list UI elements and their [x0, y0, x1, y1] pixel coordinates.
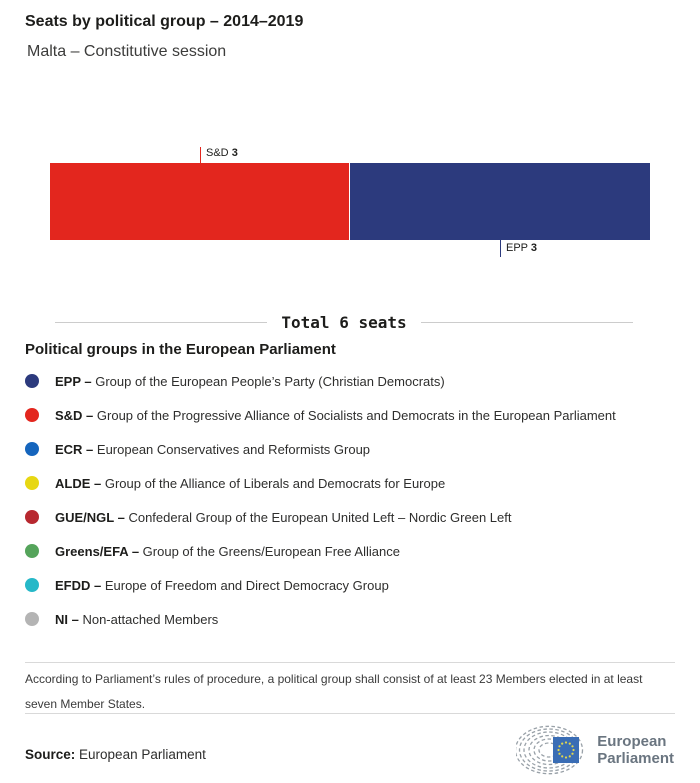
legend-item-efdd- [25, 568, 685, 602]
callout-epp [500, 240, 537, 257]
legend-dot [25, 544, 39, 558]
legend-dot [25, 476, 39, 490]
source-value: European Parliament [79, 747, 206, 762]
footnote-divider-top [25, 662, 675, 663]
page-subtitle: Malta – Constitutive session [27, 43, 227, 60]
page-title: Seats by political group – 2014–2019 [25, 13, 304, 30]
legend-dot [25, 612, 39, 626]
stacked-bar [50, 163, 650, 240]
legend-item-gue-ngl- [25, 500, 685, 534]
legend-dot [25, 510, 39, 524]
legend-dot [25, 374, 39, 388]
legend-dot [25, 578, 39, 592]
legend-item-ecr- [25, 432, 685, 466]
callout-label: EPP 3 [506, 242, 537, 254]
total-seats-divider [55, 313, 633, 331]
european-parliament-logo [516, 725, 674, 775]
legend-label: ECR – European Conservatives and Reformists Group [55, 441, 371, 457]
ep-hemicycle-icon [516, 725, 588, 775]
legend-dot [25, 408, 39, 422]
seats-bar-chart [50, 147, 650, 254]
legend-label: S&D – Group of the Progressive Alliance of Socialists and Democrats in the European Parliament [55, 407, 616, 423]
ep-logo-wordmark [597, 733, 674, 767]
eu-flag-square [553, 737, 579, 763]
bar-segment-s-d[interactable] [50, 163, 350, 240]
footnote: According to Parliament’s rules of procedure, a political group shall consist of at least 23 Members elected in at least seven Member States. [25, 672, 643, 711]
legend-item-epp- [25, 364, 685, 398]
legend-item-greens-efa- [25, 534, 685, 568]
legend-label: EFDD – Europe of Freedom and Direct Democracy Group [55, 577, 389, 593]
legend-item-alde- [25, 466, 685, 500]
legend-label: Greens/EFA – Group of the Greens/European Free Alliance [55, 543, 400, 559]
legend-dot [25, 442, 39, 456]
callout-s-d [200, 147, 238, 163]
legend-label: GUE/NGL – Confederal Group of the European United Left – Nordic Green Left [55, 509, 512, 525]
ep-logo-line2: Parliament [597, 750, 674, 767]
legend-heading: Political groups in the European Parliament [25, 341, 336, 358]
total-seats-label: Total 6 seats [281, 312, 407, 332]
legend-list [25, 364, 685, 636]
source-line [25, 747, 206, 762]
footnote-divider-bottom [25, 713, 675, 714]
legend-item-ni- [25, 602, 685, 636]
legend-label: ALDE – Group of the Alliance of Liberals and Democrats for Europe [55, 475, 446, 491]
legend-label: NI – Non-attached Members [55, 611, 219, 627]
ep-logo-line1: European [597, 733, 667, 750]
callout-label: S&D 3 [206, 147, 238, 159]
legend-label: EPP – Group of the European People’s Party (Christian Democrats) [55, 373, 445, 389]
source-label: Source: [25, 747, 76, 762]
divider-line-right [421, 322, 633, 323]
legend-item-s-d- [25, 398, 685, 432]
bar-segment-epp[interactable] [350, 163, 650, 240]
divider-line-left [55, 322, 267, 323]
